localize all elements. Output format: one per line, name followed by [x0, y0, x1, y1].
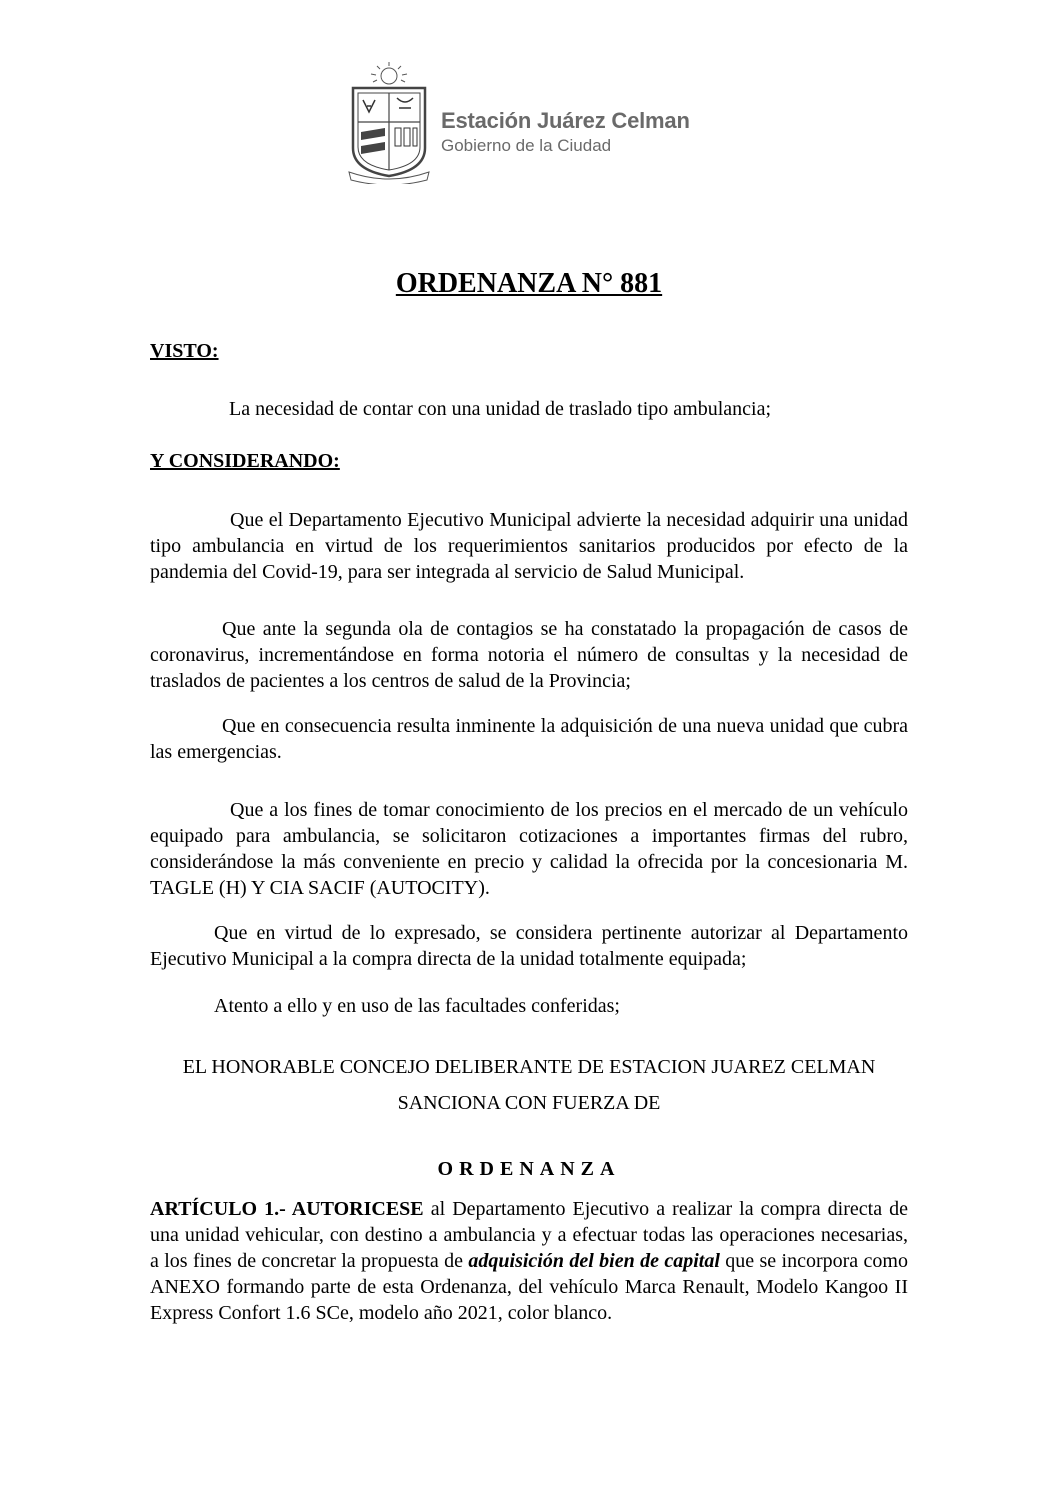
document-title: ORDENANZA N° 881 [395, 268, 663, 299]
org-name: Estación Juárez Celman [441, 108, 690, 133]
considerando-paragraph-3: Que en consecuencia resulta inminente la adquisición de una nueva unidad que cubra las emergencias. [150, 715, 908, 763]
sanciona-line: SANCIONA CON FUERZA DE [397, 1092, 661, 1114]
ordenanza-heading: ORDENANZA [437, 1158, 621, 1180]
articulo-1-label: ARTÍCULO 1.- AUTORICESE [150, 1198, 424, 1220]
articulo-1-text-b: que se incorpora como ANEXO formando parte de esta Ordenanza, del vehículo Marca Renault, Modelo Kangoo II Express Confort 1.6 SCe, modelo año 2021, color blanco. [150, 1250, 908, 1324]
considerando-paragraph-6: Atento a ello y en uso de las facultades conferidas; [214, 995, 620, 1017]
articulo-1 [150, 1196, 908, 1326]
considerando-paragraph-4: Que a los fines de tomar conocimiento de los precios en el mercado de un vehículo equipado para ambulancia, se solicitaron cotizaciones a importantes firmas del rubro, considerándose la más conveniente en precio y calidad la ofrecida por la concesionaria M. TAGLE (H) Y CIA SACIF (AUTOCITY). [150, 799, 908, 899]
org-subtitle: Gobierno de la Ciudad [441, 136, 612, 155]
articulo-1-emphasis: adquisición del bien de capital [468, 1250, 720, 1272]
municipal-crest-icon [343, 60, 435, 184]
considerando-paragraph-5: Que en virtud de lo expresado, se considera pertinente autorizar al Departamento Ejecutivo Municipal a la compra directa de la unidad totalmente equipada; [150, 922, 908, 970]
visto-heading: VISTO: [150, 340, 219, 362]
considerando-heading: Y CONSIDERANDO: [150, 450, 340, 472]
articulo-1-text-a: al Departamento Ejecutivo a realizar la compra directa de una unidad vehicular, con destino a ambulancia y a efectuar todas las operaciones necesarias, a los fines de concretar la propuesta de [150, 1198, 909, 1272]
letterhead [343, 60, 723, 190]
considerando-paragraph-1: Que el Departamento Ejecutivo Municipal advierte la necesidad adquirir una unidad tipo ambulancia en virtud de los requerimientos sanitarios producidos por efecto de la pandemia del Covid-19, para ser integrada al servicio de Salud Municipal. [150, 509, 908, 583]
visto-text: La necesidad de contar con una unidad de traslado tipo ambulancia; [229, 398, 772, 420]
concejo-line: EL HONORABLE CONCEJO DELIBERANTE DE ESTACION JUAREZ CELMAN [182, 1056, 876, 1078]
considerando-paragraph-2: Que ante la segunda ola de contagios se ha constatado la propagación de casos de coronavirus, incrementándose en forma notoria el número de consultas y la necesidad de traslados de pacientes a los centros de salud de la Provincia; [150, 618, 908, 692]
